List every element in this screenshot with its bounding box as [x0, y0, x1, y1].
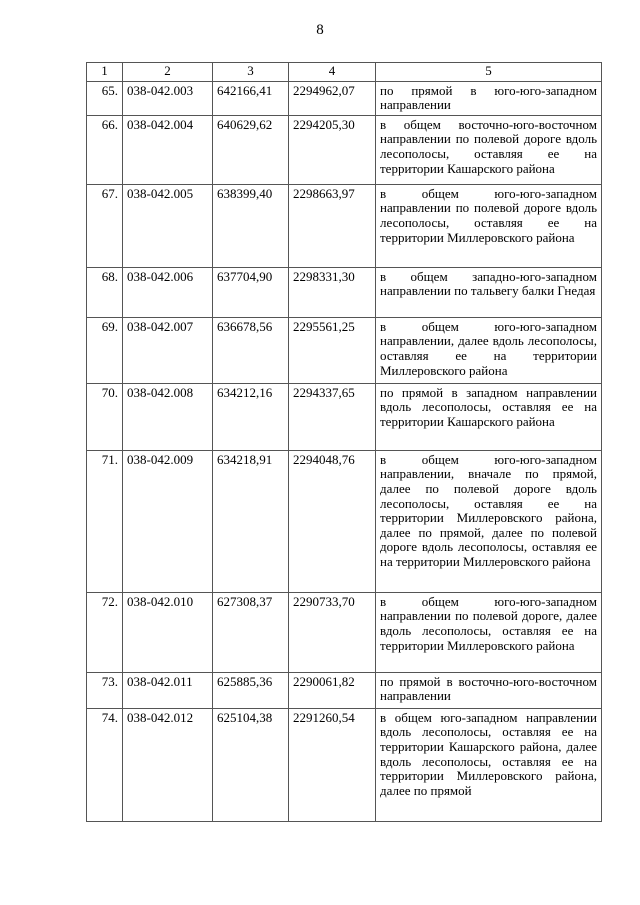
- row-number-cell: 67.: [87, 184, 123, 267]
- x-coordinate-cell: 634212,16: [213, 383, 289, 450]
- x-coordinate-cell: 625104,38: [213, 708, 289, 821]
- table-row: [87, 317, 602, 383]
- description-cell: в общем западно-юго-западном направлении по тальвегу балки Гнедая: [376, 267, 602, 317]
- y-coordinate-cell: 2290733,70: [289, 592, 376, 672]
- boundary-points-table: [86, 62, 602, 822]
- column-header: 4: [289, 63, 376, 82]
- description-cell: по прямой в восточно-юго-восточном направлении: [376, 672, 602, 708]
- y-coordinate-cell: 2294962,07: [289, 81, 376, 115]
- y-coordinate-cell: 2294205,30: [289, 115, 376, 184]
- row-number-cell: 69.: [87, 317, 123, 383]
- point-code-cell: 038-042.008: [123, 383, 213, 450]
- x-coordinate-cell: 634218,91: [213, 450, 289, 592]
- row-number-cell: 71.: [87, 450, 123, 592]
- table-row: [87, 592, 602, 672]
- y-coordinate-cell: 2298663,97: [289, 184, 376, 267]
- row-number-cell: 72.: [87, 592, 123, 672]
- description-cell: по прямой в юго-юго-западном направлении: [376, 81, 602, 115]
- point-code-cell: 038-042.011: [123, 672, 213, 708]
- column-header: 2: [123, 63, 213, 82]
- column-header: 5: [376, 63, 602, 82]
- point-code-cell: 038-042.004: [123, 115, 213, 184]
- description-cell: в общем юго-западном направлении вдоль лесополосы, оставляя ее на территории Кашарского района, далее вдоль лесополосы, оставляя ее на территории Миллеровского района, далее по прямой: [376, 708, 602, 821]
- description-cell: в общем юго-юго-западном направлении по полевой дороге вдоль лесополосы, оставляя ее на территории Миллеровского района: [376, 184, 602, 267]
- row-number-cell: 73.: [87, 672, 123, 708]
- x-coordinate-cell: 636678,56: [213, 317, 289, 383]
- x-coordinate-cell: 642166,41: [213, 81, 289, 115]
- point-code-cell: 038-042.003: [123, 81, 213, 115]
- x-coordinate-cell: 627308,37: [213, 592, 289, 672]
- y-coordinate-cell: 2290061,82: [289, 672, 376, 708]
- description-cell: в общем юго-юго-западном направлении, далее вдоль лесополосы, оставляя ее на территории Миллеровского района: [376, 317, 602, 383]
- row-number-cell: 65.: [87, 81, 123, 115]
- point-code-cell: 038-042.005: [123, 184, 213, 267]
- description-cell: в общем юго-юго-западном направлении по полевой дороге, далее вдоль лесополосы, оставляя ее на территории Миллеровского района: [376, 592, 602, 672]
- table-row: [87, 115, 602, 184]
- description-cell: в общем юго-юго-западном направлении, вначале по прямой, далее по полевой дороге вдоль лесополосы, оставляя ее на территории Миллеровского района, далее по прямой, далее по полевой дороге вдоль лесополосы, оставляя ее на территории Миллеровского района: [376, 450, 602, 592]
- y-coordinate-cell: 2294337,65: [289, 383, 376, 450]
- y-coordinate-cell: 2295561,25: [289, 317, 376, 383]
- x-coordinate-cell: 637704,90: [213, 267, 289, 317]
- y-coordinate-cell: 2291260,54: [289, 708, 376, 821]
- y-coordinate-cell: 2298331,30: [289, 267, 376, 317]
- row-number-cell: 68.: [87, 267, 123, 317]
- x-coordinate-cell: 625885,36: [213, 672, 289, 708]
- table-row: [87, 708, 602, 821]
- point-code-cell: 038-042.006: [123, 267, 213, 317]
- table-row: [87, 184, 602, 267]
- point-code-cell: 038-042.012: [123, 708, 213, 821]
- point-code-cell: 038-042.007: [123, 317, 213, 383]
- row-number-cell: 70.: [87, 383, 123, 450]
- column-header: 3: [213, 63, 289, 82]
- description-cell: в общем восточно-юго-восточном направлении по полевой дороге вдоль лесополосы, оставляя ее на территории Кашарского района: [376, 115, 602, 184]
- point-code-cell: 038-042.009: [123, 450, 213, 592]
- y-coordinate-cell: 2294048,76: [289, 450, 376, 592]
- table-header-row: [87, 63, 602, 82]
- x-coordinate-cell: 640629,62: [213, 115, 289, 184]
- point-code-cell: 038-042.010: [123, 592, 213, 672]
- table-row: [87, 383, 602, 450]
- table-row: [87, 81, 602, 115]
- table-row: [87, 672, 602, 708]
- x-coordinate-cell: 638399,40: [213, 184, 289, 267]
- row-number-cell: 66.: [87, 115, 123, 184]
- row-number-cell: 74.: [87, 708, 123, 821]
- column-header: 1: [87, 63, 123, 82]
- description-cell: по прямой в западном направлении вдоль лесополосы, оставляя ее на территории Кашарского района: [376, 383, 602, 450]
- page-number: 8: [316, 22, 324, 38]
- table-row: [87, 450, 602, 592]
- table-row: [87, 267, 602, 317]
